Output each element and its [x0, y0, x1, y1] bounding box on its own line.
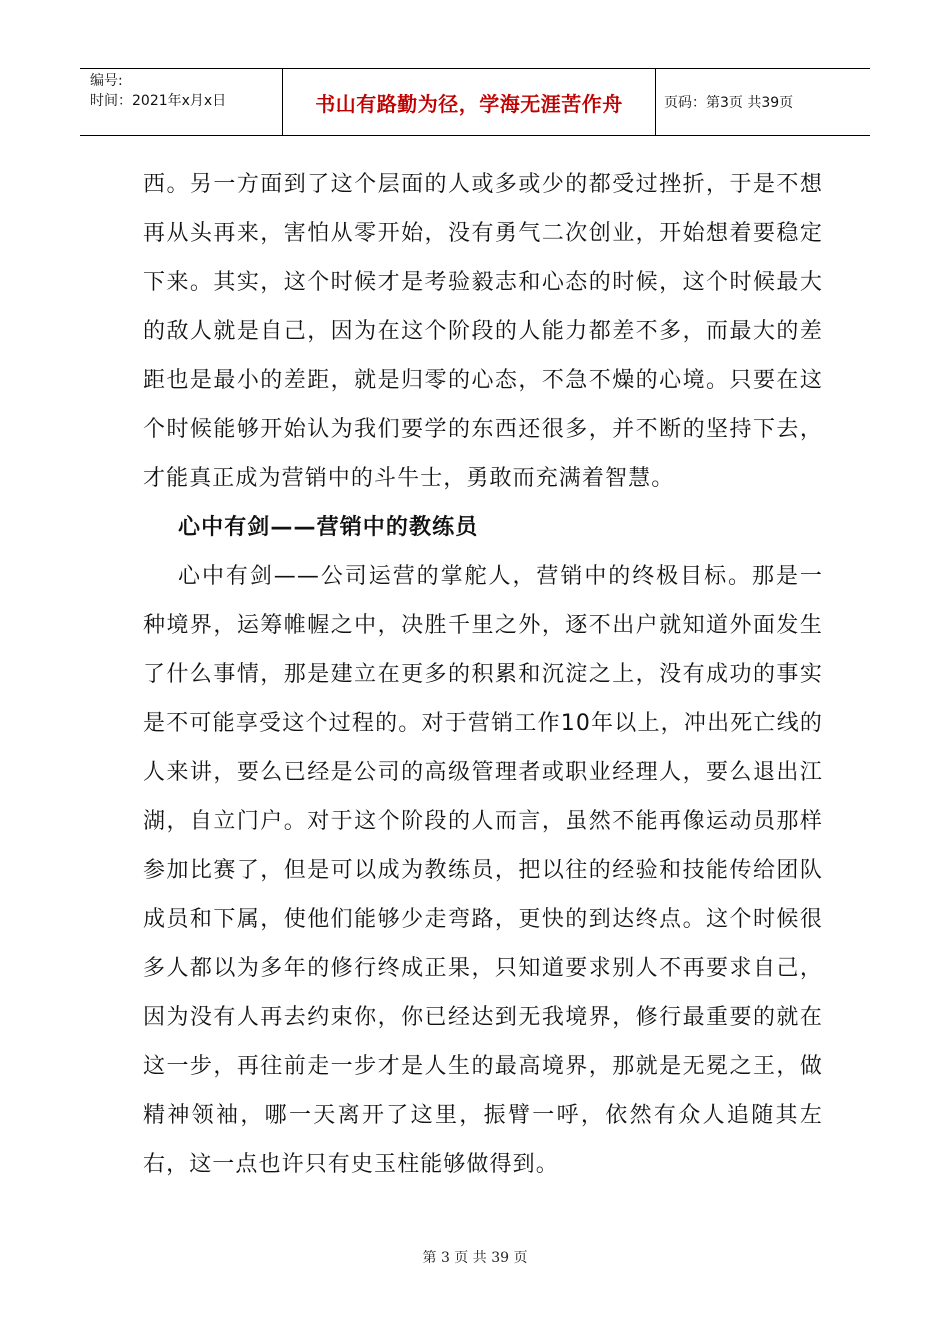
header-meta: [80, 69, 283, 135]
header-page-info: 页码：第3页 共39页: [664, 95, 794, 111]
page-footer: 第 3 页 共 39 页: [422, 1250, 528, 1266]
time-label: 时间：2021年x月x日: [90, 93, 227, 109]
section-heading: 心中有剑——营销中的教练员: [178, 515, 479, 540]
document-body: [143, 160, 823, 1189]
number-label: 编号:: [90, 73, 123, 89]
header-motto: 书山有路勤为径，学海无涯苦作舟: [283, 69, 656, 135]
page-header: [80, 68, 870, 136]
paragraph-2: 心中有剑——公司运营的掌舵人，营销中的终极目标。那是一种境界，运筹帷幄之中，决胜千里之外，逐不出户就知道外面发生了什么事情，那是建立在更多的积累和沉淀之上，没有成功的事实是不可能享受这个过程的。对于营销工作10年以上，冲出死亡线的人来讲，要么已经是公司的高级管理者或职业经理人，要么退出江湖，自立门户。对于这个阶段的人而言，虽然不能再像运动员那样参加比赛了，但是可以成为教练员，把以往的经验和技能传给团队成员和下属，使他们能够少走弯路，更快的到达终点。这个时候很多人都以为多年的修行终成正果，只知道要求别人不再要求自己，因为没有人再去约束你，你已经达到无我境界，修行最重要的就在这一步，再往前走一步才是人生的最高境界，那就是无冕之王，做精神领袖，哪一天离开了这里，振臂一呼，依然有众人追随其左右，这一点也许只有史玉柱能够做得到。: [143, 564, 823, 1177]
paragraph-1: 西。另一方面到了这个层面的人或多或少的都受过挫折，于是不想再从头再来，害怕从零开始，没有勇气二次创业，开始想着要稳定下来。其实，这个时候才是考验毅志和心态的时候，这个时候最大的敌人就是自己，因为在这个阶段的人能力都差不多，而最大的差距也是最小的差距，就是归零的心态，不急不燥的心境。只要在这个时候能够开始认为我们要学的东西还很多，并不断的坚持下去，才能真正成为营销中的斗牛士，勇敢而充满着智慧。: [143, 172, 823, 491]
